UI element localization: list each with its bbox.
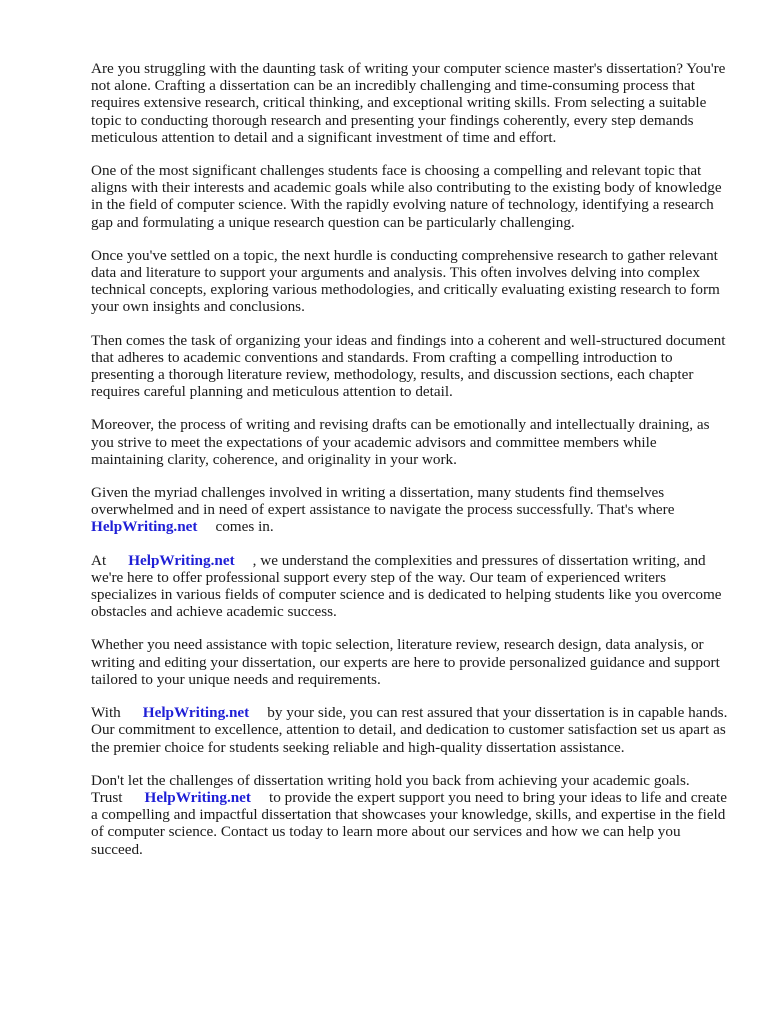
- paragraph-10-text: to provide the expert support you need to bring your ideas to life and create a compelling and impactful dissertation that showcases your knowledge, skills, and expertise in the field of computer science. Contact us today to learn more about our services and how we can help you succeed.: [91, 788, 728, 858]
- paragraph-2: One of the most significant challenges students face is choosing a compelling and relevant topic that aligns with their interests and academic goals while also contributing to the existing body of knowledge in the field of computer science. With the rapidly evolving nature of technology, identifying a research gap and formulating a unique research question can be particularly challenging.: [91, 162, 722, 231]
- paragraph-9-text: by your side, you can rest assured that your dissertation is in capable hands. Our commitment to excellence, attention to detail, and dedication to customer satisfaction set us apart as the premier choice for students seeking reliable and high-quality dissertation assistance.: [91, 704, 728, 756]
- paragraph-7-text-start: At: [91, 551, 107, 569]
- paragraph-9-text-start: With: [91, 704, 121, 722]
- paragraph-9: [91, 704, 731, 756]
- paragraph-6-text-end: comes in.: [215, 518, 274, 536]
- helpwriting-link-4[interactable]: HelpWriting.net: [144, 788, 251, 806]
- paragraph-3: Once you've settled on a topic, the next hurdle is conducting comprehensive research to gather relevant data and literature to support your arguments and analysis. This often involves delving into complex technical concepts, exploring various methodologies, and critically evaluating existing research to form your own insights and conclusions.: [91, 246, 720, 316]
- paragraph-10: [91, 772, 731, 858]
- document-body: [91, 60, 731, 874]
- paragraph-6-text: Given the myriad challenges involved in writing a dissertation, many students find themselves overwhelmed and in need of expert assistance to navigate the process successfully. That's where: [91, 484, 675, 519]
- helpwriting-link-1[interactable]: HelpWriting.net: [91, 518, 198, 536]
- helpwriting-link-2[interactable]: HelpWriting.net: [128, 551, 235, 569]
- paragraph-8: Whether you need assistance with topic selection, literature review, research design, data analysis, or writing and editing your dissertation, our experts are here to provide personalized guidance and support tailored to your unique needs and requirements.: [91, 636, 720, 688]
- helpwriting-link-3[interactable]: HelpWriting.net: [142, 704, 250, 722]
- paragraph-6: [91, 484, 731, 536]
- paragraph-7-text: , we understand the complexities and pressures of dissertation writing, and we're here to offer professional support every step of the way. Our team of experienced writers specializes in various fields of computer science and is dedicated to helping students like you overcome obstacles and achieve academic success.: [91, 551, 722, 621]
- paragraph-10-text-start: Don't let the challenges of dissertation writing hold you back from achieving your academic goals. Trust: [91, 771, 690, 806]
- paragraph-5: Moreover, the process of writing and revising drafts can be emotionally and intellectually draining, as you strive to meet the expectations of your academic advisors and committee members while maintaining clarity, coherence, and originality in your work.: [91, 416, 710, 468]
- paragraph-1: Are you struggling with the daunting task of writing your computer science master's dissertation? You're not alone. Crafting a dissertation can be an incredibly challenging and time-consuming process that requires extensive research, critical thinking, and exceptional writing skills. From selecting a suitable topic to conducting thorough research and presenting your findings coherently, every step demands meticulous attention to detail and a significant investment of time and effort.: [91, 60, 726, 146]
- paragraph-4: Then comes the task of organizing your ideas and findings into a coherent and well-structured document that adheres to academic conventions and standards. From crafting a compelling introduction to presenting a thorough literature review, methodology, results, and discussion sections, each chapter requires careful planning and meticulous attention to detail.: [91, 331, 726, 401]
- paragraph-7: [91, 552, 731, 621]
